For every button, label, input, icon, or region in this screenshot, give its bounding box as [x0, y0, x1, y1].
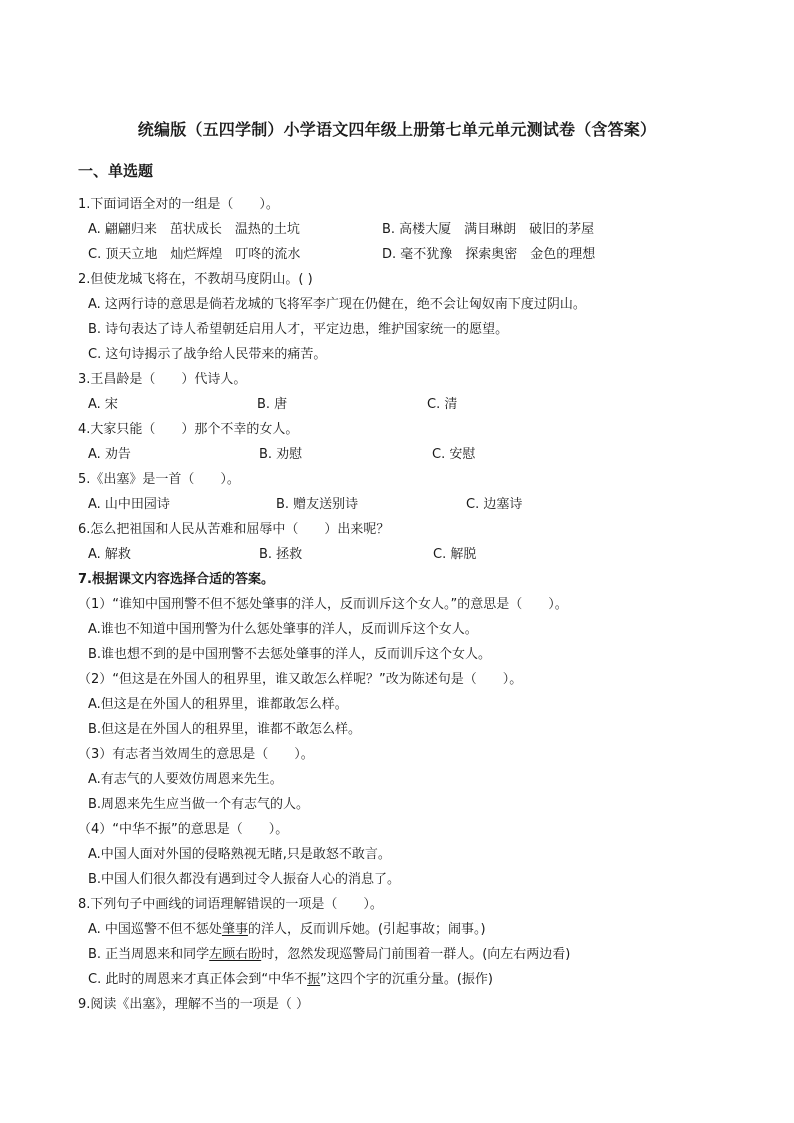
underlined-word: 左顾右盼	[209, 947, 262, 962]
question-5-stem: 5.《出塞》是一首（ ）。	[78, 472, 240, 487]
question-4-option-b: B. 劝慰	[259, 447, 303, 462]
question-6-option-b: B. 拯救	[259, 547, 303, 562]
question-7-sub-2-option-b: B.但这是在外国人的租界里，谁都不敢怎么样。	[88, 722, 362, 737]
question-4-stem: 4.大家只能（ ）那个不幸的女人。	[78, 422, 299, 437]
question-1-option-c: C. 顶天立地 灿烂辉煌 叮咚的流水	[88, 247, 301, 262]
question-7-sub-4-option-b: B.中国人们很久都没有遇到过令人振奋人心的消息了。	[88, 872, 401, 887]
question-7-stem: 7.根据课文内容选择合适的答案。	[78, 572, 274, 587]
underlined-word: 肇事	[221, 922, 248, 937]
question-7-sub-3: （3）有志者当效周生的意思是（ ）。	[78, 747, 314, 762]
document-title: 统编版（五四学制）小学语文四年级上册第七单元单元测试卷（含答案）	[137, 120, 657, 139]
question-3-stem: 3.王昌龄是（ ）代诗人。	[78, 372, 247, 387]
question-4-option-a: A. 劝告	[88, 447, 131, 462]
question-7-sub-4: （4）“中华不振”的意思是（ ）。	[78, 822, 289, 837]
question-7-sub-1: （1）“谁知中国刑警不但不惩处肇事的洋人，反而训斥这个女人。”的意思是（ ）。	[78, 597, 568, 612]
question-4-option-c: C. 安慰	[432, 447, 476, 462]
question-2-option-b: B. 诗句表达了诗人希望朝廷启用人才，平定边患，维护国家统一的愿望。	[88, 322, 509, 337]
question-3-option-b: B. 唐	[257, 397, 288, 412]
question-8-stem: 8.下列句子中画线的词语理解错误的一项是（ ）。	[78, 897, 383, 912]
question-5-option-c: C. 边塞诗	[466, 497, 523, 512]
question-5-option-a: A. 山中田园诗	[88, 497, 170, 512]
question-7-sub-4-option-a: A.中国人面对外国的侵略熟视无睹,只是敢怒不敢言。	[88, 847, 391, 862]
question-2-option-c: C. 这句诗揭示了战争给人民带来的痛苦。	[88, 347, 327, 362]
question-7-sub-3-option-a: A.有志气的人要效仿周恩来先生。	[88, 772, 283, 787]
question-1-stem: 1.下面词语全对的一组是（ ）。	[78, 197, 279, 212]
question-8-option-c: C. 此时的周恩来才真正体会到“中华不振”这四个字的沉重分量。(振作)	[88, 972, 493, 987]
question-6-option-c: C. 解脱	[433, 547, 477, 562]
question-1-option-b: B. 高楼大厦 满目琳朗 破旧的茅屋	[382, 222, 595, 237]
question-5-option-b: B. 赠友送别诗	[276, 497, 359, 512]
question-6-option-a: A. 解救	[88, 547, 131, 562]
question-2-option-a: A. 这两行诗的意思是倘若龙城的飞将军李广现在仍健在，绝不会让匈奴南下度过阴山。	[88, 297, 586, 312]
question-7-sub-2-option-a: A.但这是在外国人的租界里，谁都敢怎么样。	[88, 697, 348, 712]
section-heading: 一、单选题	[78, 162, 154, 180]
question-6-stem: 6.怎么把祖国和人民从苦难和屈辱中（ ）出来呢？	[78, 522, 390, 537]
question-8-option-a: A. 中国巡警不但不惩处肇事的洋人，反而训斥她。(引起事故；闹事。)	[88, 922, 486, 937]
question-7-sub-1-option-a: A.谁也不知道中国刑警为什么惩处肇事的洋人，反而训斥这个女人。	[88, 622, 478, 637]
question-8-option-b: B. 正当周恩来和同学左顾右盼时，忽然发现巡警局门前围着一群人。(向左右两边看)	[88, 947, 571, 962]
question-3-option-c: C. 清	[427, 397, 458, 412]
question-3-option-a: A. 宋	[88, 397, 118, 412]
question-7-sub-3-option-b: B.周恩来先生应当做一个有志气的人。	[88, 797, 310, 812]
question-7-sub-1-option-b: B.谁也想不到的是中国刑警不去惩处肇事的洋人，反而训斥这个女人。	[88, 647, 492, 662]
question-9-stem: 9.阅读《出塞》，理解不当的一项是（ ）	[78, 997, 310, 1012]
question-1-option-d: D. 毫不犹豫 探索奥密 金色的理想	[382, 247, 596, 262]
question-7-sub-2: （2）“但这是在外国人的租界里，谁又敢怎么样呢？”改为陈述句是（ ）。	[78, 672, 523, 687]
underlined-word: 振	[307, 972, 321, 987]
question-1-option-a: A. 翩翩归来 茁状成长 温热的土坑	[88, 222, 300, 237]
question-2-stem: 2.但使龙城飞将在，不教胡马度阴山。( )	[78, 272, 313, 287]
